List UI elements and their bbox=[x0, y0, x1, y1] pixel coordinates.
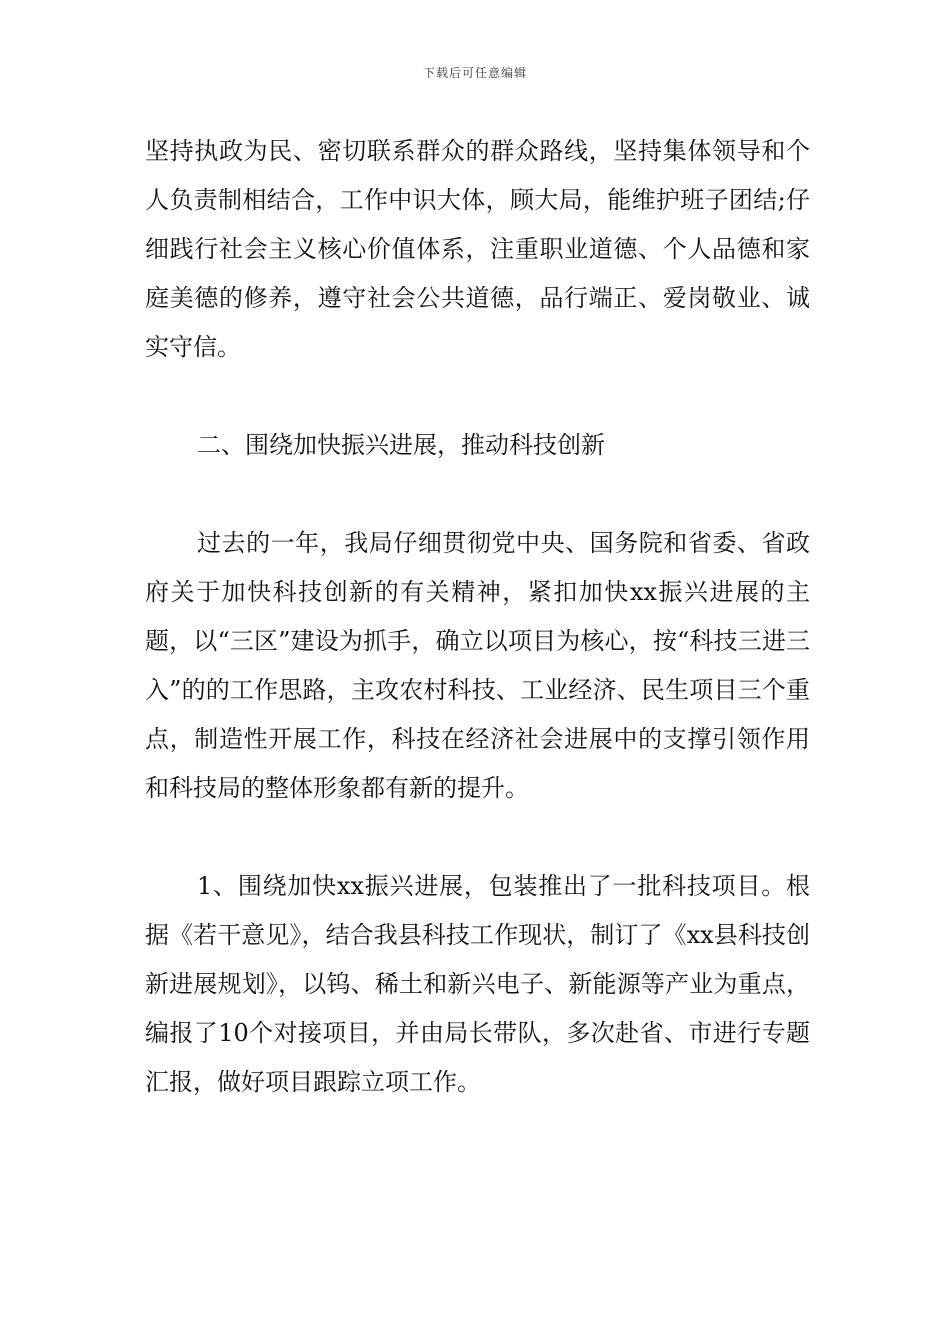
paragraph-item-one: 1、围绕加快xx振兴进展，包装推出了一批科技项目。根据《若干意见》，结合我县科技工作现状，制订了《xx县科技创新进展规划》，以钨、稀土和新兴电子、新能源等产业为重点，编报了10个对接项目，并由局长带队，多次赴省、市进行专题汇报，做好项目跟踪立项工作。 bbox=[145, 872, 810, 1096]
document-body bbox=[145, 127, 810, 1107]
page-header-note: 下载后可任意编辑 bbox=[422, 66, 527, 80]
paragraph-conduct: 坚持执政为民、密切联系群众的群众路线，坚持集体领导和个人负责制相结合，工作中识大体，顾大局，能维护班子团结;仔细践行社会主义核心价值体系，注重职业道德、个人品德和家庭美德的修养，遵守社会公共道德，品行端正、爱岗敬业、诚实守信。 bbox=[145, 137, 810, 361]
paragraph-past-year: 过去的一年，我局仔细贯彻党中央、国务院和省委、省政府关于加快科技创新的有关精神，紧扣加快xx振兴进展的主题，以“三区”建设为抓手，确立以项目为核心，按“科技三进三入”的的工作思路，主攻农村科技、工业经济、民生项目三个重点，制造性开展工作，科技在经济社会进展中的支撑引领作用和科技局的整体形象都有新的提升。 bbox=[145, 529, 810, 802]
section-heading-two: 二、围绕加快振兴进展，推动科技创新 bbox=[197, 431, 605, 459]
